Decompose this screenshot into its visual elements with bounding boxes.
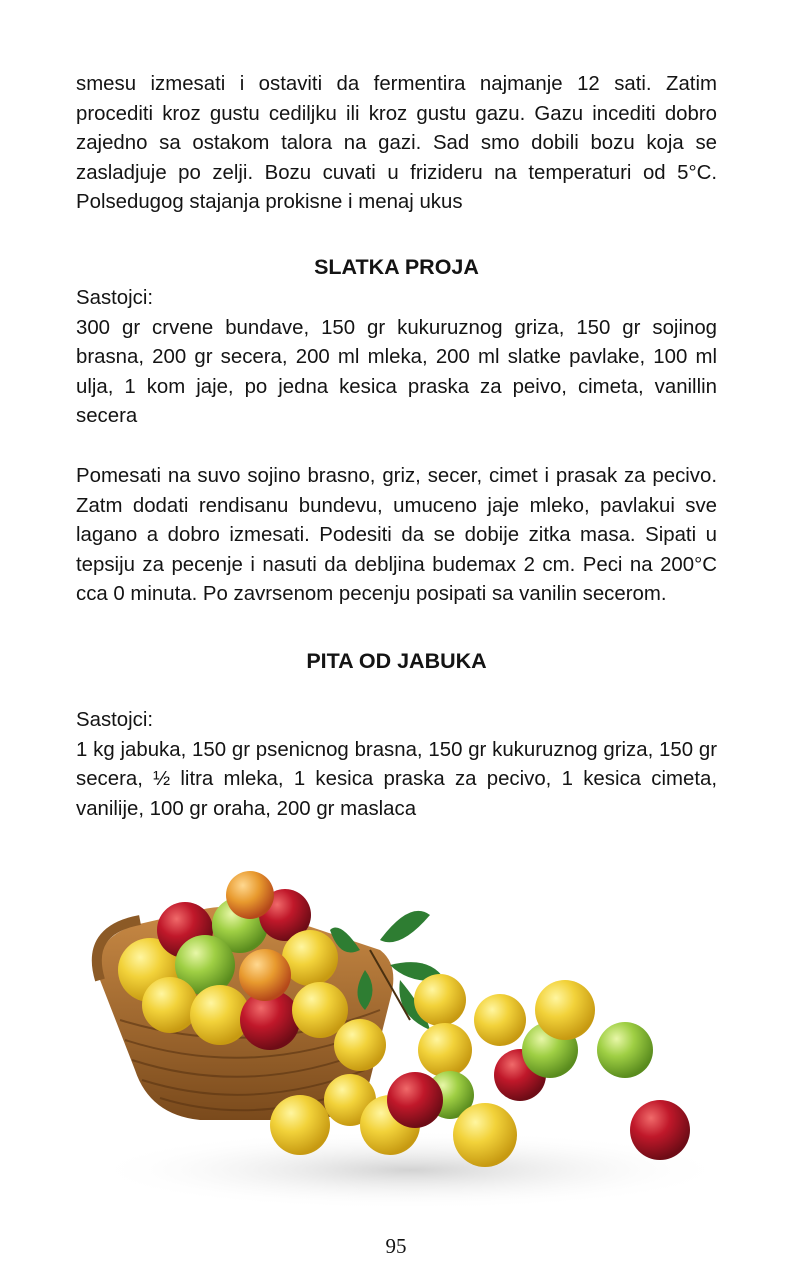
page-number: 95 [385,1234,407,1258]
recipe-title-slatka-proja: SLATKA PROJA [314,254,479,279]
ingredients-list: 300 gr crvene bundave, 150 gr kukuruznog griza, 150 gr sojinog brasna, 200 gr secera, 200 ml mleka, 200 ml slatke pavlake, 100 ml ulja, 1 kom jaje, po jedna kesica praska za peivo, cimeta, vanillin secera [76,316,717,428]
recipe-title-pita-od-jabuka: PITA OD JABUKA [306,648,487,673]
intro-paragraph: smesu izmesati i ostaviti da fermentira najmanje 12 sati. Zatim procediti kroz gustu cediljku ili kroz gustu gazu. Gazu incediti dobro zajedno sa ostakom talora na gazi. Sad smo dobili bozu koja se zasladjuje po zelji. Bozu cuvati u frizideru na temperaturi od 5°C. Polsedugog stajanja prokisne i menaj ukus [76,73,717,214]
ingredients-list: 1 kg jabuka, 150 gr psenicnog brasna, 150 gr kukuruznog griza, 150 gr secera, ½ litra mleka, 1 kesica praska za pecivo, 1 kesica cimeta, vanilije, 100 gr oraha, 200 gr maslaca [76,738,717,820]
instructions-paragraph: Pomesati na suvo sojino brasno, griz, secer, cimet i prasak za pecivo. Zatm dodati rendisanu bundevu, umuceno jaje mleko, pavlakui sve lagano a dobro izmesati. Podesiti da se dobije zitka masa. Sipati u tepsiju za pecenje i nasuti da debljina budemax 2 cm. Peci na 200°C cca 0 minuta. Po zavrsenom pecenju posipati sa vanilin secerom. [76,464,717,606]
ingredients-label: Sastojci: [76,708,154,731]
apple-basket-illustration [80,870,720,1210]
ingredients-label: Sastojci: [76,286,154,309]
page-content [76,70,717,824]
